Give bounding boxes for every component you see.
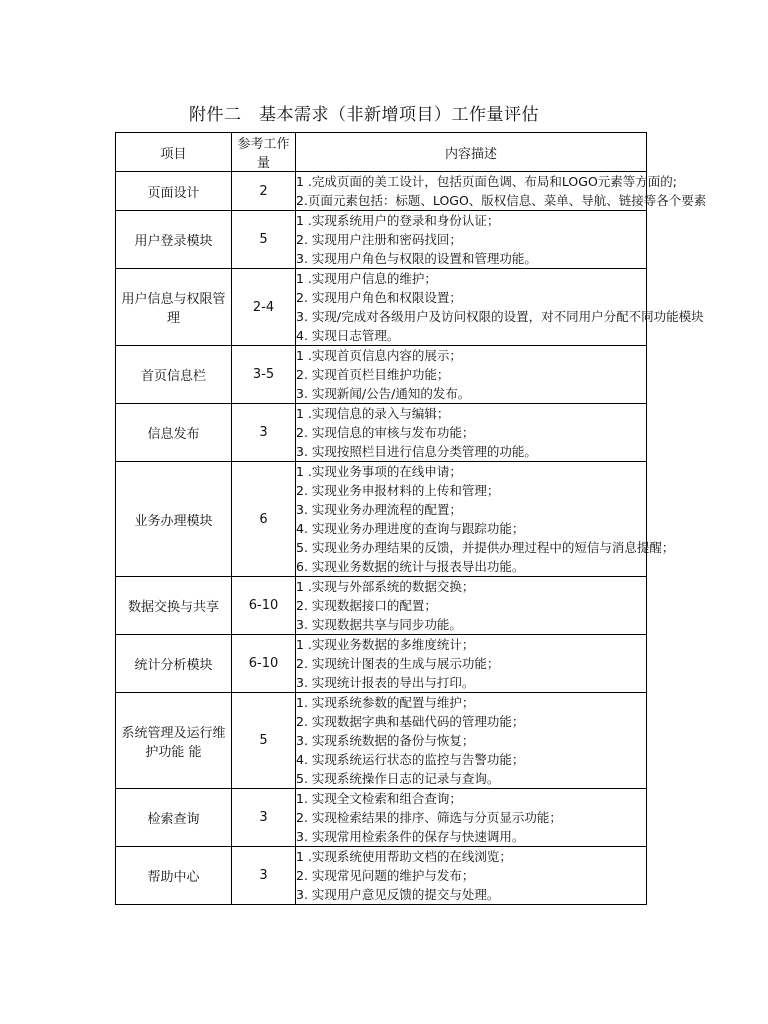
description-cell — [296, 693, 647, 789]
item-name-cell: 用户登录模块 — [116, 211, 232, 269]
table-row — [116, 847, 647, 905]
item-name-cell: 首页信息栏 — [116, 346, 232, 404]
description-line: 3. 实现统计报表的导出与打印。 — [296, 675, 475, 690]
item-name-cell: 系统管理及运行维护功能 能 — [116, 693, 232, 789]
item-name-cell: 检索查询 — [116, 789, 232, 847]
description-line: 1 .实现信息的录入与编辑； — [296, 406, 450, 421]
description-cell — [296, 789, 647, 847]
description-cell — [296, 635, 647, 693]
description-line: 2. 实现数据接口的配置； — [296, 598, 437, 613]
description-line: 5. 实现系统操作日志的记录与查询。 — [296, 771, 500, 786]
table-row — [116, 404, 647, 462]
description-line: 2. 实现信息的审核与发布功能； — [296, 425, 475, 440]
description-line: 2. 实现用户注册和密码找回； — [296, 232, 462, 247]
description-line: 3. 实现用户角色与权限的设置和管理功能。 — [296, 251, 537, 266]
table-row — [116, 172, 647, 211]
description-line: 6. 实现业务数据的统计与报表导出功能。 — [296, 559, 525, 574]
item-name-cell: 用户信息与权限管理 — [116, 269, 232, 346]
workload-cell: 6 — [232, 462, 296, 577]
table-row — [116, 635, 647, 693]
header-description: 内容描述 — [296, 133, 647, 172]
table-row — [116, 693, 647, 789]
description-line: 3. 实现业务办理流程的配置； — [296, 502, 462, 517]
description-line: 2.页面元素包括：标题、LOGO、版权信息、菜单、导航、链接等各个要素 — [296, 193, 707, 208]
description-cell — [296, 847, 647, 905]
description-cell — [296, 404, 647, 462]
description-line: 1 .实现系统用户的登录和身份认证； — [296, 213, 500, 228]
workload-table — [115, 132, 707, 905]
description-line: 2. 实现常见问题的维护与发布； — [296, 868, 475, 883]
table-row — [116, 211, 647, 269]
item-name-cell: 信息发布 — [116, 404, 232, 462]
header-workload: 参考工作量 — [232, 133, 296, 172]
description-line: 1 .实现业务事项的在线申请； — [296, 464, 462, 479]
item-name-cell: 统计分析模块 — [116, 635, 232, 693]
description-cell — [296, 346, 647, 404]
item-name-cell: 帮助中心 — [116, 847, 232, 905]
description-cell — [296, 462, 675, 577]
description-line: 2. 实现统计图表的生成与展示功能； — [296, 656, 500, 671]
description-line: 3. 实现新闻/公告/通知的发布。 — [296, 386, 471, 401]
workload-cell: 3 — [232, 789, 296, 847]
description-line: 1 .实现系统使用帮助文档的在线浏览； — [296, 849, 512, 864]
description-line: 5. 实现业务办理结果的反馈，并提供办理过程中的短信与消息提醒； — [296, 540, 675, 555]
header-item: 项目 — [116, 133, 232, 172]
table-row — [116, 346, 647, 404]
description-cell — [296, 577, 647, 635]
workload-cell: 3 — [232, 847, 296, 905]
table-row — [116, 462, 647, 577]
item-name-cell: 数据交换与共享 — [116, 577, 232, 635]
description-line: 4. 实现系统运行状态的监控与告警功能； — [296, 752, 525, 767]
description-cell — [296, 172, 707, 211]
workload-cell: 6-10 — [232, 577, 296, 635]
description-line: 1 .完成页面的美工设计，包括页面色调、布局和LOGO元素等方面的; — [296, 174, 677, 189]
description-line: 1. 实现系统参数的配置与维护； — [296, 695, 475, 710]
workload-cell: 3-5 — [232, 346, 296, 404]
description-line: 2. 实现数据字典和基础代码的管理功能； — [296, 714, 525, 729]
description-cell — [296, 269, 704, 346]
description-line: 1 .实现与外部系统的数据交换； — [296, 579, 475, 594]
description-line: 3. 实现数据共享与同步功能。 — [296, 617, 462, 632]
description-line: 1 .实现业务数据的多维度统计； — [296, 637, 475, 652]
description-line: 3. 实现常用检索条件的保存与快速调用。 — [296, 829, 525, 844]
description-line: 4. 实现业务办理进度的查询与跟踪功能； — [296, 521, 525, 536]
description-line: 1. 实现全文检索和组合查询； — [296, 791, 462, 806]
description-line: 1 .实现首页信息内容的展示； — [296, 348, 462, 363]
description-line: 2. 实现用户角色和权限设置； — [296, 290, 462, 305]
description-line: 4. 实现日志管理。 — [296, 328, 400, 343]
document-title: 附件二 基本需求（非新增项目）工作量评估 — [189, 105, 539, 125]
description-line: 1 .实现用户信息的维护； — [296, 271, 437, 286]
description-line: 3. 实现系统数据的备份与恢复； — [296, 733, 475, 748]
workload-cell: 6-10 — [232, 635, 296, 693]
item-name-cell: 页面设计 — [116, 172, 232, 211]
description-line: 3. 实现按照栏目进行信息分类管理的功能。 — [296, 444, 537, 459]
workload-cell: 3 — [232, 404, 296, 462]
item-name-cell: 业务办理模块 — [116, 462, 232, 577]
description-line: 2. 实现首页栏目维护功能； — [296, 367, 450, 382]
table-row — [116, 269, 647, 346]
workload-cell: 2 — [232, 172, 296, 211]
workload-cell: 2-4 — [232, 269, 296, 346]
description-cell — [296, 211, 647, 269]
workload-cell: 5 — [232, 693, 296, 789]
workload-cell: 5 — [232, 211, 296, 269]
description-line: 3. 实现/完成对各级用户及访问权限的设置，对不同用户分配不同功能模块 — [296, 309, 704, 324]
description-line: 2. 实现业务申报材料的上传和管理； — [296, 483, 500, 498]
table-row — [116, 577, 647, 635]
description-line: 2. 实现检索结果的排序、筛选与分页显示功能； — [296, 810, 562, 825]
description-line: 3. 实现用户意见反馈的提交与处理。 — [296, 887, 500, 902]
table-header-row — [116, 133, 647, 172]
table-row — [116, 789, 647, 847]
